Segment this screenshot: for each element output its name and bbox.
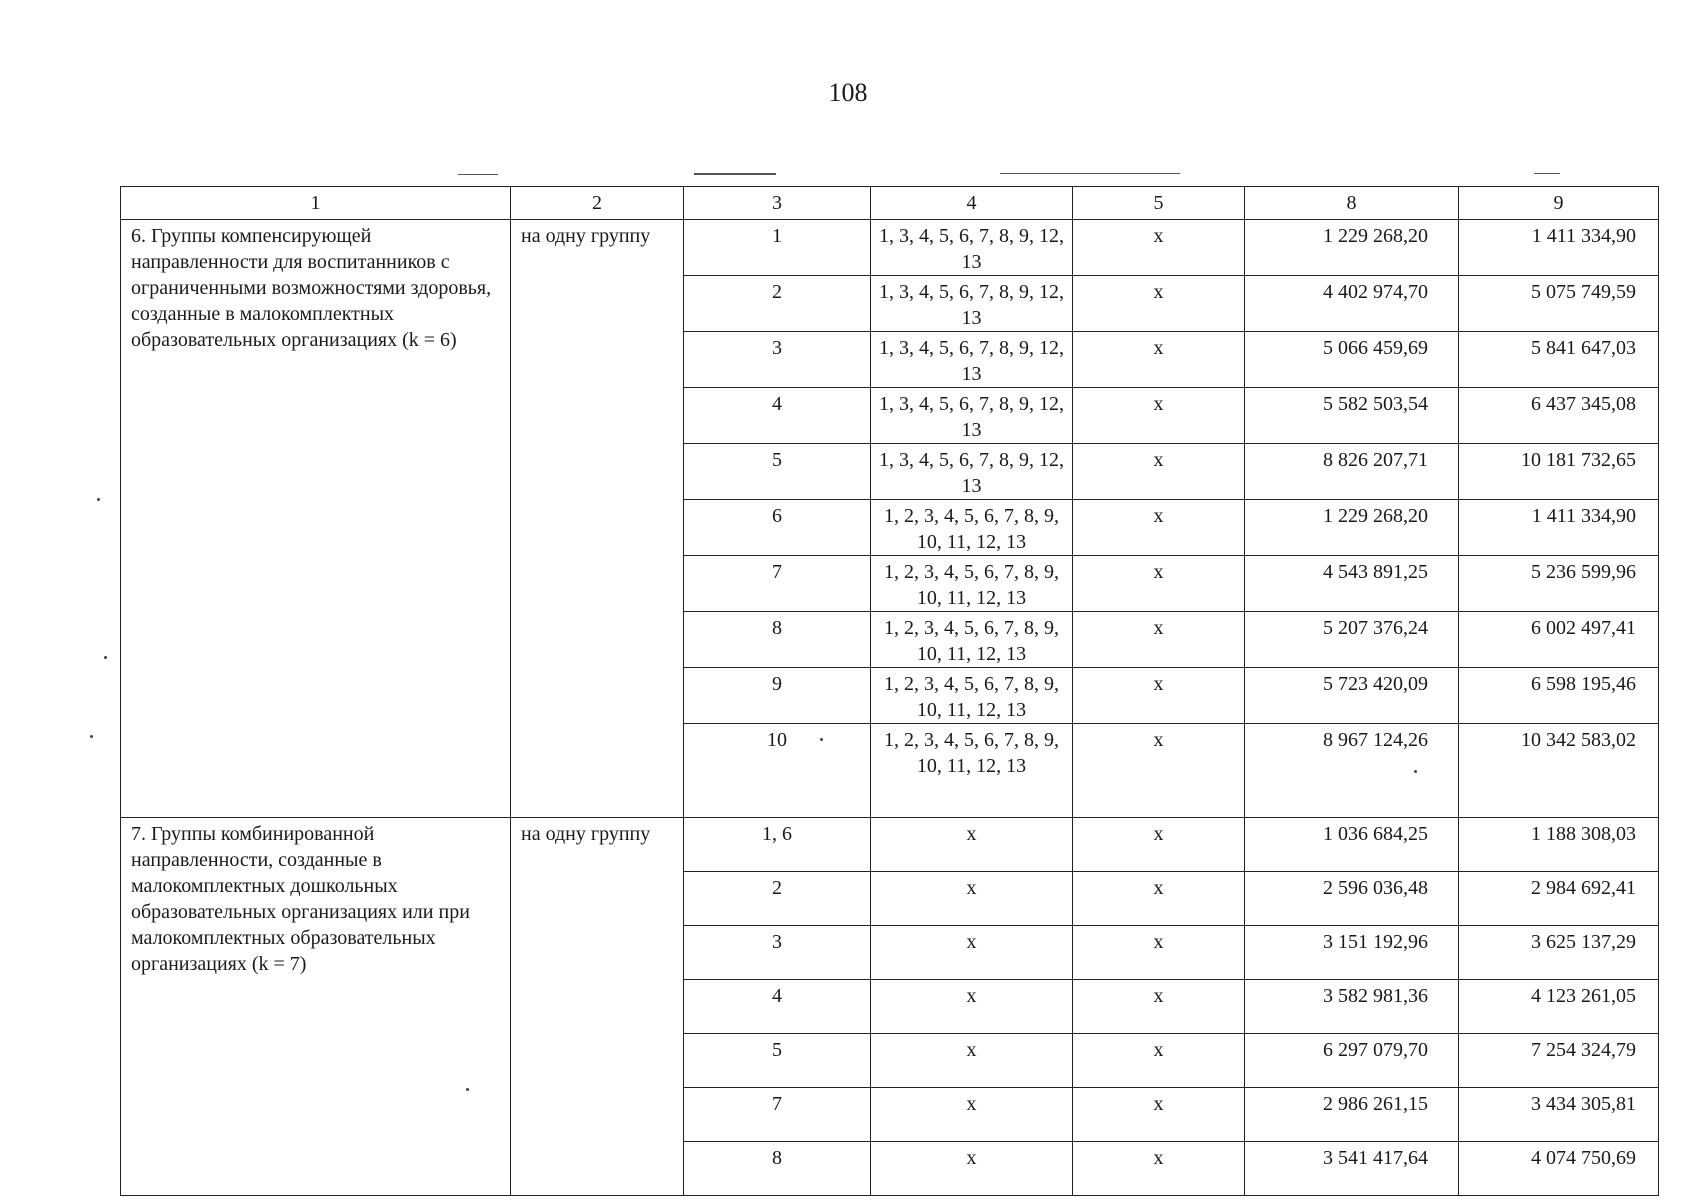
cell-col4: 1, 3, 4, 5, 6, 7, 8, 9, 12, 13 bbox=[871, 388, 1073, 444]
cell-col3: 10 bbox=[684, 724, 871, 818]
cell-col9: 5 075 749,59 bbox=[1459, 276, 1659, 332]
cell-col5: x bbox=[1073, 1034, 1245, 1088]
cell-col5: x bbox=[1073, 724, 1245, 818]
cell-col8: 5 723 420,09 bbox=[1245, 668, 1459, 724]
cell-col8: 1 229 268,20 bbox=[1245, 220, 1459, 276]
header-row bbox=[121, 187, 1659, 220]
cell-col8: 8 967 124,26 bbox=[1245, 724, 1459, 818]
header-cell: 9 bbox=[1459, 187, 1659, 220]
cell-col4: 1, 3, 4, 5, 6, 7, 8, 9, 12, 13 bbox=[871, 276, 1073, 332]
cell-col4: 1, 2, 3, 4, 5, 6, 7, 8, 9, 10, 11, 12, 13 bbox=[871, 556, 1073, 612]
cell-col8: 3 582 981,36 bbox=[1245, 980, 1459, 1034]
cell-col5: x bbox=[1073, 556, 1245, 612]
page-number: 108 bbox=[828, 78, 868, 107]
group-description: 7. Группы комбинированной направленности, созданные в малокомплектных дошкольных образовательных организациях или при малокомплектных образовательных организациях (k = 7) bbox=[121, 818, 511, 1196]
cell-col3: 3 bbox=[684, 926, 871, 980]
cell-col3: 1 bbox=[684, 220, 871, 276]
cell-col9: 3 625 137,29 bbox=[1459, 926, 1659, 980]
cell-col5: x bbox=[1073, 332, 1245, 388]
scan-artifact-line bbox=[1000, 173, 1180, 174]
cell-col5: x bbox=[1073, 388, 1245, 444]
scan-speck bbox=[820, 738, 823, 741]
cell-col3: 7 bbox=[684, 1088, 871, 1142]
cell-col4: 1, 2, 3, 4, 5, 6, 7, 8, 9, 10, 11, 12, 13 bbox=[871, 612, 1073, 668]
cell-col9: 1 411 334,90 bbox=[1459, 220, 1659, 276]
cell-col4: 1, 2, 3, 4, 5, 6, 7, 8, 9, 10, 11, 12, 13 bbox=[871, 500, 1073, 556]
cell-col9: 10 181 732,65 bbox=[1459, 444, 1659, 500]
cell-col9: 6 437 345,08 bbox=[1459, 388, 1659, 444]
cell-col3: 5 bbox=[684, 1034, 871, 1088]
cell-col4: x bbox=[871, 872, 1073, 926]
cell-col3: 4 bbox=[684, 980, 871, 1034]
cell-col9: 1 188 308,03 bbox=[1459, 818, 1659, 872]
group-unit: на одну группу bbox=[511, 220, 684, 818]
cell-col3: 5 bbox=[684, 444, 871, 500]
cell-col5: x bbox=[1073, 668, 1245, 724]
cell-col4: 1, 3, 4, 5, 6, 7, 8, 9, 12, 13 bbox=[871, 332, 1073, 388]
cell-col9: 5 236 599,96 bbox=[1459, 556, 1659, 612]
cell-col9: 4 074 750,69 bbox=[1459, 1142, 1659, 1196]
cell-col4: x bbox=[871, 1088, 1073, 1142]
cell-col5: x bbox=[1073, 872, 1245, 926]
cell-col3: 1, 6 bbox=[684, 818, 871, 872]
cell-col4: 1, 2, 3, 4, 5, 6, 7, 8, 9, 10, 11, 12, 13 bbox=[871, 724, 1073, 818]
cell-col3: 2 bbox=[684, 872, 871, 926]
cell-col5: x bbox=[1073, 818, 1245, 872]
cell-col5: x bbox=[1073, 1142, 1245, 1196]
header-cell: 5 bbox=[1073, 187, 1245, 220]
cell-col8: 5 207 376,24 bbox=[1245, 612, 1459, 668]
group-unit: на одну группу bbox=[511, 818, 684, 1196]
cell-col9: 10 342 583,02 bbox=[1459, 724, 1659, 818]
header-cell: 4 bbox=[871, 187, 1073, 220]
cell-col4: x bbox=[871, 1034, 1073, 1088]
cell-col4: x bbox=[871, 980, 1073, 1034]
header-cell: 1 bbox=[121, 187, 511, 220]
cell-col3: 7 bbox=[684, 556, 871, 612]
cell-col9: 3 434 305,81 bbox=[1459, 1088, 1659, 1142]
cell-col8: 3 151 192,96 bbox=[1245, 926, 1459, 980]
cell-col9: 6 598 195,46 bbox=[1459, 668, 1659, 724]
cell-col9: 6 002 497,41 bbox=[1459, 612, 1659, 668]
cell-col4: 1, 3, 4, 5, 6, 7, 8, 9, 12, 13 bbox=[871, 444, 1073, 500]
scan-artifact-line bbox=[694, 173, 776, 175]
cell-col8: 2 986 261,15 bbox=[1245, 1088, 1459, 1142]
header-cell: 8 bbox=[1245, 187, 1459, 220]
scan-speck bbox=[90, 735, 93, 738]
header-cell: 3 bbox=[684, 187, 871, 220]
cell-col5: x bbox=[1073, 926, 1245, 980]
cell-col8: 6 297 079,70 bbox=[1245, 1034, 1459, 1088]
cell-col9: 5 841 647,03 bbox=[1459, 332, 1659, 388]
cell-col4: x bbox=[871, 818, 1073, 872]
cell-col4: x bbox=[871, 926, 1073, 980]
cell-col3: 9 bbox=[684, 668, 871, 724]
cell-col3: 3 bbox=[684, 332, 871, 388]
cell-col3: 4 bbox=[684, 388, 871, 444]
cell-col8: 2 596 036,48 bbox=[1245, 872, 1459, 926]
cell-col8: 8 826 207,71 bbox=[1245, 444, 1459, 500]
cell-col8: 5 582 503,54 bbox=[1245, 388, 1459, 444]
cell-col4: 1, 3, 4, 5, 6, 7, 8, 9, 12, 13 bbox=[871, 220, 1073, 276]
scan-speck bbox=[1414, 770, 1417, 773]
cell-col8: 4 543 891,25 bbox=[1245, 556, 1459, 612]
tariff-table bbox=[120, 186, 1659, 1196]
cell-col5: x bbox=[1073, 980, 1245, 1034]
cell-col8: 5 066 459,69 bbox=[1245, 332, 1459, 388]
cell-col8: 1 036 684,25 bbox=[1245, 818, 1459, 872]
cell-col5: x bbox=[1073, 612, 1245, 668]
scan-speck bbox=[104, 656, 107, 659]
cell-col3: 2 bbox=[684, 276, 871, 332]
cell-col9: 7 254 324,79 bbox=[1459, 1034, 1659, 1088]
cell-col5: x bbox=[1073, 444, 1245, 500]
cell-col3: 8 bbox=[684, 612, 871, 668]
cell-col5: x bbox=[1073, 276, 1245, 332]
scan-artifact-line bbox=[458, 174, 498, 175]
scan-speck bbox=[97, 498, 100, 501]
cell-col9: 1 411 334,90 bbox=[1459, 500, 1659, 556]
cell-col5: x bbox=[1073, 220, 1245, 276]
group-description: 6. Группы компенсирующей направленности для воспитанников с ограниченными возможностями здоровья, созданные в малокомплектных образовательных организациях (k = 6) bbox=[121, 220, 511, 818]
table-row bbox=[121, 220, 1659, 276]
cell-col3: 6 bbox=[684, 500, 871, 556]
cell-col4: x bbox=[871, 1142, 1073, 1196]
cell-col8: 1 229 268,20 bbox=[1245, 500, 1459, 556]
header-cell: 2 bbox=[511, 187, 684, 220]
cell-col5: x bbox=[1073, 1088, 1245, 1142]
cell-col5: x bbox=[1073, 500, 1245, 556]
table-row bbox=[121, 818, 1659, 872]
scan-speck bbox=[466, 1088, 469, 1091]
cell-col3: 8 bbox=[684, 1142, 871, 1196]
scan-artifact-line bbox=[1534, 173, 1560, 174]
cell-col9: 2 984 692,41 bbox=[1459, 872, 1659, 926]
cell-col4: 1, 2, 3, 4, 5, 6, 7, 8, 9, 10, 11, 12, 13 bbox=[871, 668, 1073, 724]
cell-col8: 4 402 974,70 bbox=[1245, 276, 1459, 332]
cell-col8: 3 541 417,64 bbox=[1245, 1142, 1459, 1196]
cell-col9: 4 123 261,05 bbox=[1459, 980, 1659, 1034]
